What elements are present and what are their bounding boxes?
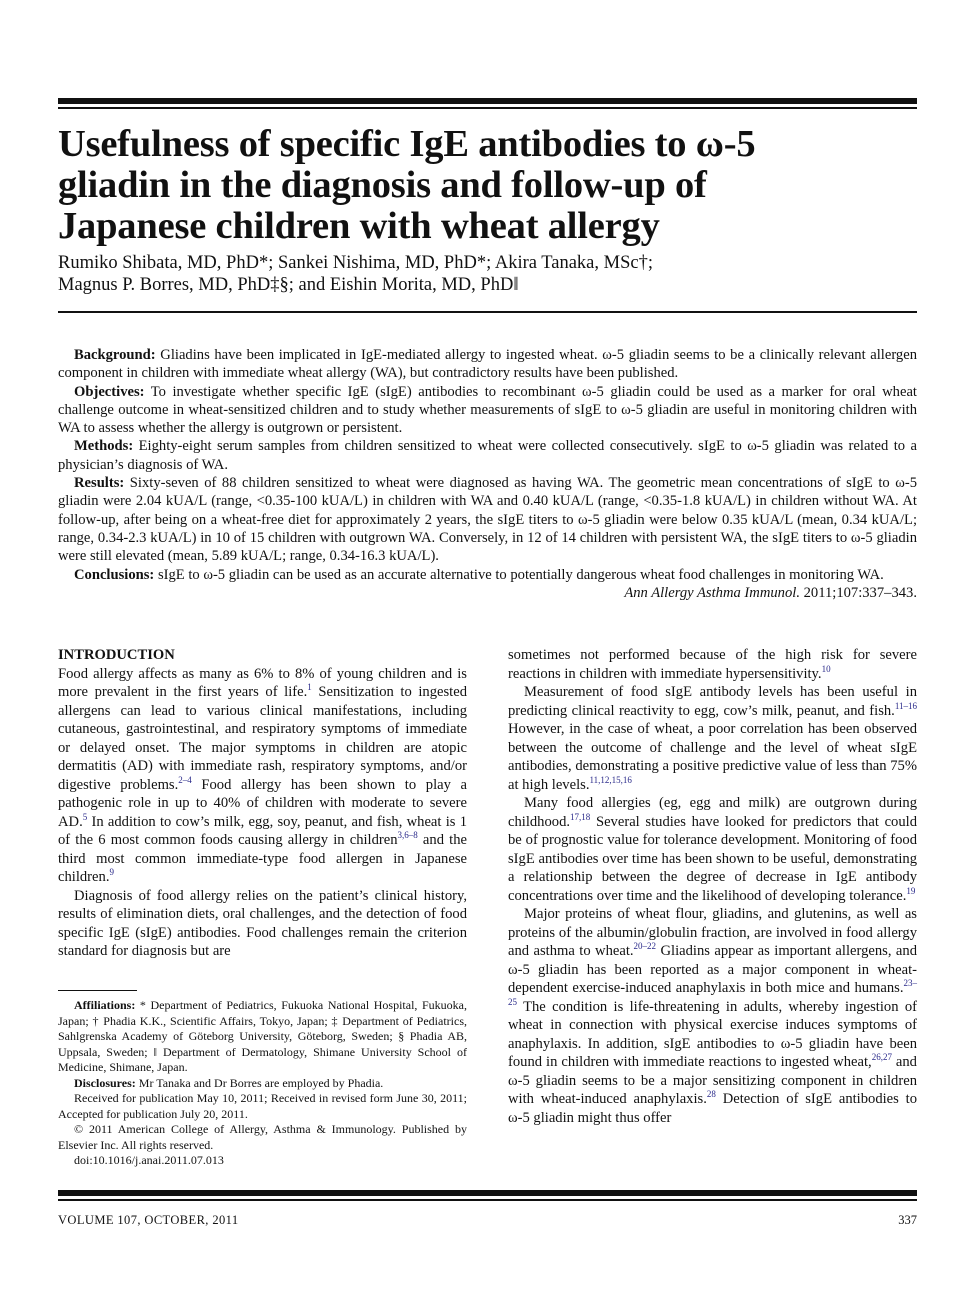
abstract [58, 346, 917, 602]
intro-paragraph-4: Measurement of food sIgE antibody levels has been useful in predicting clinical reactivity to egg, cow’s milk, peanut, and fish.$^{11-16}$ However, in the case of wheat, a poor correlation has been observed between the outcome of challenge and the level of wheat sIgE antibodies, demonstrating a positive predictive value of less than 75% at high levels.$^{11,12,15,16}$ [508, 684, 917, 793]
citation-details: 2011;107:337–343. [799, 584, 917, 601]
intro-paragraph-3: sometimes not performed because of the high risk for severe reactions in children with immediate hypersensitivity.$^{10}$ [508, 647, 917, 682]
methods-label: Methods: [74, 438, 134, 455]
disclosures: Disclosures: Mr Tanaka and Dr Borres are employed by Phadia. [74, 1075, 384, 1090]
authors-line: Rumiko Shibata, MD, PhD*; Sankei Nishima, MD, PhD*; Akira Tanaka, MSc†; [58, 253, 653, 273]
reference-link[interactable]: 17,18 [570, 811, 591, 822]
conclusions-text: sIgE to ω-5 gliadin can be used as an accurate alternative to potentially dangerous wheat food challenges in monitoring WA. [154, 566, 884, 583]
top-rule-thick [58, 98, 917, 104]
volume-info: VOLUME 107, OCTOBER, 2011 [58, 1213, 239, 1227]
reference-link[interactable]: 20–22 [633, 941, 657, 952]
results-text: Sixty-seven of 88 children sensitized to wheat were diagnosed as having WA. The geometric mean concentrations of sIgE to ω-5 gliadin were 2.04 kUA/L (range, <0.35-100 kUA/L) in children with WA and 0.40 kUA/L (range, <0.35-1.8 kUA/L) in children without WA. At follow-up, after being on a wheat-free diet for approximately 2 years, the sIgE titers to ω-5 gliadin were below 0.35 kUA/L (mean, 0.34 kUA/L; range, 0.34-2.3 kUA/L) in 10 of 15 children with outgrown WA. Conversely, in 12 of 14 children with persistent WA, the sIgE titers to ω-5 gliadin were still elevated (mean, 5.89 kUA/L; range, 0.34-16.3 kUA/L). [58, 475, 917, 565]
title-line: Japanese children with wheat allergy [58, 205, 660, 247]
title-line: gliadin in the diagnosis and follow-up of [58, 164, 707, 206]
journal-citation [58, 584, 917, 602]
intro-paragraph-2: Diagnosis of food allergy relies on the patient’s clinical history, results of elimination diets, oral challenges, and the detection of food specific IgE (sIgE) antibodies. Food challenges remain the criterion standard for diagnosis but are [58, 887, 467, 959]
abstract-objectives [58, 383, 917, 438]
reference-link[interactable]: 19 [906, 885, 916, 896]
reference-link[interactable]: 11–16 [894, 700, 917, 711]
results-label: Results: [74, 475, 125, 492]
reference-link[interactable]: 2–4 [178, 774, 192, 785]
abstract-results [58, 474, 917, 565]
reference-link[interactable]: 3,6–8 [397, 830, 418, 841]
footnote-divider [58, 990, 137, 991]
reference-link[interactable]: 26,27 [871, 1052, 892, 1063]
background-text: Gliadins have been implicated in IgE-mediated allergy to ingested wheat. ω-5 gliadin seems to be a clinically relevant allergen component in children with immediate wheat allergy (WA), but contradictory results have been published. [58, 347, 917, 382]
top-rule-thin [58, 107, 917, 109]
abstract-conclusions [58, 566, 917, 584]
reference-link[interactable]: 5 [82, 811, 88, 822]
reference-link[interactable]: 28 [706, 1089, 716, 1100]
citation-journal: Ann Allergy Asthma Immunol. [624, 584, 800, 601]
affiliations: Affiliations: * Department of Pediatrics, Fukuoka National Hospital, Fukuoka, Japan; † Phadia K.K., Scientific Affairs, Tokyo, Japan; ‡ Department of Pediatrics, Sahlgrenska Academy of Göteborg University, Göteborg, Sweden; § Phadia AB, Uppsala, Sweden; ‖ Department of Dermatology, Shimane University School of Medicine, Shimane, Japan. [58, 998, 467, 1074]
doi[interactable]: doi:10.1016/j.anai.2011.07.013 [74, 1153, 224, 1167]
title-line: Usefulness of specific IgE antibodies to ω-5 [58, 123, 756, 165]
author-list [58, 252, 918, 296]
header-divider [58, 311, 917, 313]
left-column [58, 646, 467, 961]
intro-paragraph-5: Many food allergies (eg, egg and milk) are outgrown during childhood.$^{17,18}$ Several studies have looked for predictors that could be of prognostic value for tolerance development. Monitoring of food sIgE antibodies over time has been shown to be useful, demonstrating a relationship between the degree of decrease in IgE antibody concentrations over time and the likelihood of developing tolerance.$^{19}$ [508, 795, 917, 904]
background-label: Background: [74, 347, 156, 363]
bottom-rule-thick [58, 1190, 917, 1196]
authors-line: Magnus P. Borres, MD, PhD‡§; and Eishin Morita, MD, PhD‖ [58, 275, 519, 295]
intro-paragraph-1: Food allergy affects as many as 6% to 8% of young children and is more prevalent in the first years of life.$^1$ Sensitization to ingested allergens can lead to various clinical manifestations, including cutaneous, gastrointestinal, and respiratory symptoms of immediate or delayed onset. The major symptoms in children are atopic dermatitis (AD) with immediate rash, respiratory symptoms, and/or digestive problems.$^{2-4}$ Food allergy has been shown to play a pathogenic role in up to 40% of children with moderate to severe AD.$^5$ In addition to cow’s milk, egg, soy, peanut, and fish, wheat is 1 of the 6 most common foods causing allergy in children$^{3,6-8}$ and the third most common immediate-type food allergen in Japanese children.$^9$ [58, 665, 467, 885]
reference-link[interactable]: 11,12,15,16 [589, 774, 632, 785]
right-column [508, 646, 917, 1127]
reference-link[interactable]: 9 [109, 867, 114, 878]
objectives-text: To investigate whether specific IgE (sIgE) antibodies to recombinant ω-5 gliadin could be used as a marker for oral wheat challenge outcome in wheat-sensitized children and to study whether measurements of sIgE to ω-5 gliadin are useful in monitoring children with WA to assess whether the allergy is outgrown or persistent. [58, 383, 917, 437]
article-title [58, 124, 918, 247]
intro-paragraph-6: Major proteins of wheat flour, gliadins, and glutenins, as well as proteins of the albumin/globulin fraction, are involved in food allergy and asthma to wheat.$^{20-22}$ Gliadins appear as important allergens, and ω-5 gliadin has been reported as a major component in wheat-dependent exercise-induced anaphylaxis in both mice and humans.$^{23-25}$ The condition is life-threatening in adults, whereby ingestion of wheat in connection with physical exercise induces symptoms of anaphylaxis. In addition, sIgE antibodies to ω-5 gliadin have been found in children with immediate reactions to ingested wheat,$^{26,27}$ and ω-5 gliadin seems to be a major sensitizing component in children with wheat-induced anaphylaxis.$^{28}$ Detection of sIgE antibodies to ω-5 gliadin might thus offer [508, 906, 918, 1126]
disclosures-label: Disclosures: [74, 1075, 136, 1090]
bottom-rule-thin [58, 1199, 917, 1201]
copyright: © 2011 American College of Allergy, Asthma & Immunology. Published by Elsevier Inc. All rights reserved. [58, 1122, 467, 1152]
methods-text: Eighty-eight serum samples from children sensitized to wheat were collected consecutively. sIgE to ω-5 gliadin was related to a physician’s diagnosis of WA. [58, 438, 917, 473]
section-heading: INTRODUCTION [58, 647, 175, 663]
conclusions-label: Conclusions: [74, 566, 155, 583]
abstract-background [58, 346, 917, 383]
affiliations-label: Affiliations: [74, 998, 136, 1012]
footnotes [58, 998, 467, 1169]
reference-link[interactable]: 1 [307, 682, 312, 693]
objectives-label: Objectives: [74, 383, 145, 400]
reference-link[interactable]: 10 [821, 663, 831, 674]
page-number: 337 [898, 1213, 917, 1227]
reference-link[interactable]: 23–25 [508, 978, 917, 1007]
received-dates: Received for publication May 10, 2011; Received in revised form June 30, 2011; Accepted for publication July 20, 2011. [58, 1091, 467, 1121]
abstract-methods [58, 437, 917, 474]
